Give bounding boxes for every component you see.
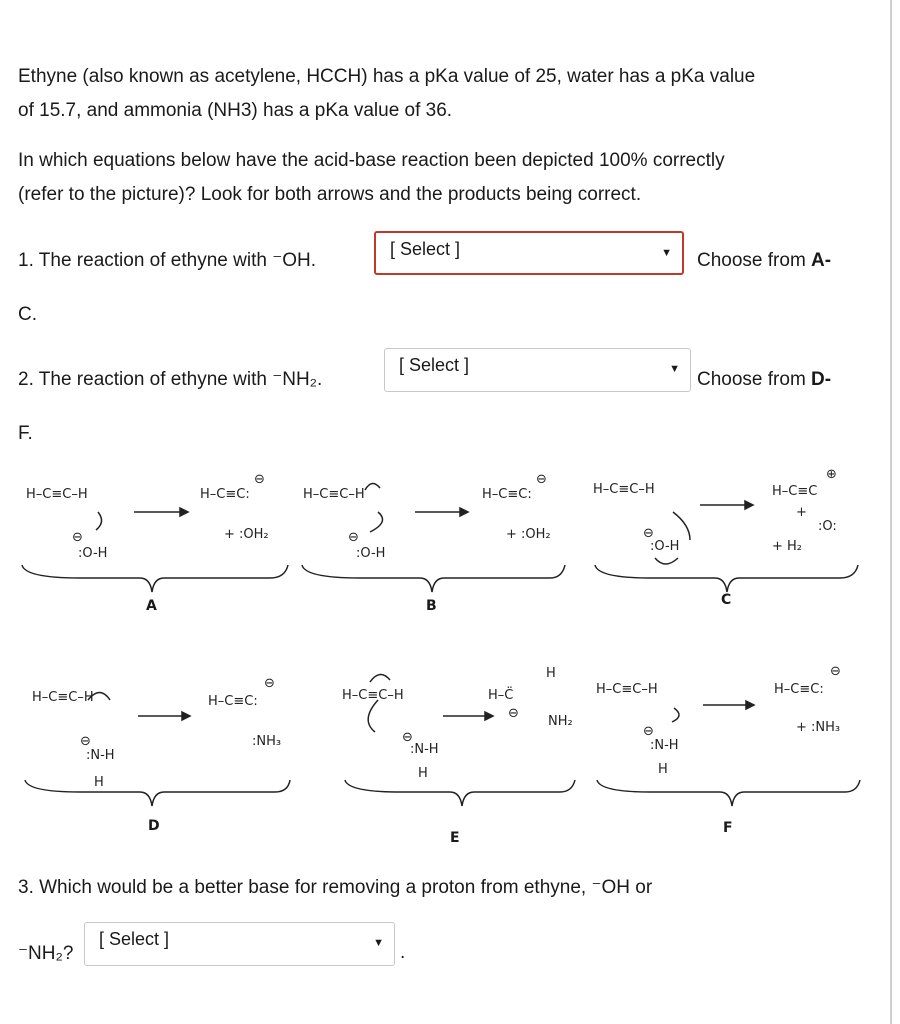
f-reactant-ethyne: H–C≡C–H — [596, 682, 658, 697]
c-product-plus: + — [796, 505, 807, 520]
d-amide: :N-H — [86, 748, 115, 763]
q2-hint-cont: F. — [18, 423, 33, 444]
q1-select-value: [ Select ] — [390, 239, 461, 259]
chevron-down-icon: ▼ — [669, 363, 680, 375]
a-product-water: + :OH₂ — [224, 527, 269, 542]
c-hydroxide: :O-H — [650, 539, 680, 554]
a-product-anion: H–C≡C: — [200, 487, 250, 502]
b-reactant-ethyne: H–C≡C–H — [303, 487, 365, 502]
intro-line-2: of 15.7, and ammonia (NH3) has a pKa value of 36. — [18, 100, 453, 121]
b-product-water: + :OH₂ — [506, 527, 551, 542]
f-product-charge: ⊖ — [830, 664, 841, 679]
a-reactant-ethyne: H–C≡C–H — [26, 487, 88, 502]
d-product-anion: H–C≡C: — [208, 694, 258, 709]
e-reactant-ethyne: H–C≡C–H — [342, 688, 404, 703]
question-line-2: (refer to the picture)? Look for both arrows and the products being correct. — [18, 184, 642, 205]
q3-select[interactable] — [84, 922, 395, 966]
e-amide-h: H — [418, 766, 428, 781]
b-product-charge: ⊖ — [536, 472, 547, 487]
c-product-h2: + H₂ — [772, 539, 803, 554]
f-product-anion: H–C≡C: — [774, 682, 824, 697]
label-c: C — [721, 592, 732, 608]
b-product-anion: H–C≡C: — [482, 487, 532, 502]
q1-hint-cont: C. — [18, 304, 37, 325]
b-hydroxide-charge: ⊖ — [348, 530, 359, 545]
f-product-ammonia: + :NH₃ — [796, 720, 841, 735]
label-a: A — [146, 598, 157, 614]
e-amide-charge: ⊖ — [402, 730, 413, 745]
e-product-carbanion: H–C̈ — [488, 688, 514, 703]
c-reactant-ethyne: H–C≡C–H — [593, 482, 655, 497]
q1-hint: Choose from A- — [697, 250, 832, 271]
q3-suffix: . — [400, 942, 406, 963]
f-amide-h: H — [658, 762, 668, 777]
c-hydroxide-charge: ⊖ — [643, 526, 654, 541]
e-product-h: H — [546, 666, 556, 681]
q3-prefix: ⁻NH₂? — [18, 943, 74, 964]
d-product-charge: ⊖ — [264, 676, 275, 691]
e-product-nh2: NH₂ — [548, 714, 573, 729]
label-f: F — [723, 820, 733, 836]
q3-select-value: [ Select ] — [99, 929, 170, 949]
f-amide-charge: ⊖ — [643, 724, 654, 739]
question-line-1: In which equations below have the acid-base reaction been depicted 100% correctly — [18, 150, 725, 171]
label-e: E — [450, 830, 460, 846]
label-d: D — [148, 818, 160, 834]
chevron-down-icon: ▼ — [661, 247, 672, 259]
c-product-oxide: :O: — [818, 519, 837, 534]
q3-line-1: 3. Which would be a better base for removing a proton from ethyne, ⁻OH or — [18, 877, 653, 898]
e-product-charge: ⊖ — [508, 706, 519, 721]
a-hydroxide: :O-H — [78, 546, 108, 561]
a-product-charge: ⊖ — [254, 472, 265, 487]
q2-select-value: [ Select ] — [399, 355, 470, 375]
label-b: B — [426, 598, 437, 614]
d-amide-charge: ⊖ — [80, 734, 91, 749]
chevron-down-icon: ▼ — [373, 937, 384, 949]
d-reactant-ethyne: H–C≡C–H — [32, 690, 94, 705]
c-product-charge: ⊕ — [826, 467, 837, 482]
d-amide-h: H — [94, 775, 104, 790]
e-amide: :N-H — [410, 742, 439, 757]
d-product-ammonia: :NH₃ — [252, 734, 282, 749]
a-hydroxide-charge: ⊖ — [72, 530, 83, 545]
q2-text: 2. The reaction of ethyne with ⁻NH₂. — [18, 369, 323, 390]
c-product-carbon: H–C≡C — [772, 484, 818, 499]
q2-hint: Choose from D- — [697, 369, 832, 390]
intro-line-1: Ethyne (also known as acetylene, HCCH) has a pKa value of 25, water has a pKa value — [18, 66, 756, 87]
q1-text: 1. The reaction of ethyne with ⁻OH. — [18, 250, 316, 271]
b-hydroxide: :O-H — [356, 546, 386, 561]
f-amide: :N-H — [650, 738, 679, 753]
